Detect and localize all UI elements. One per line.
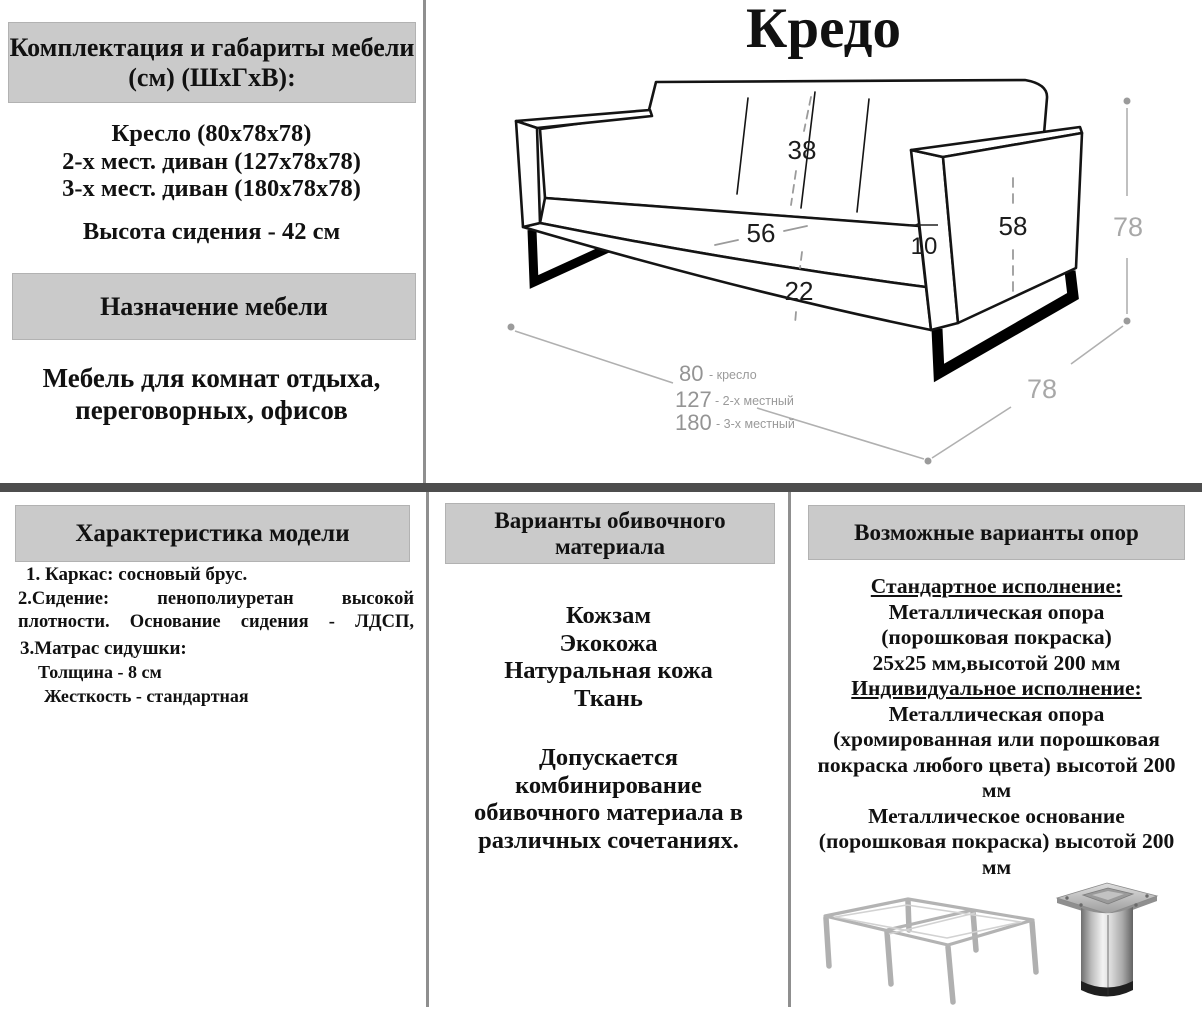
dim-back-height: 38 [787, 135, 817, 165]
complect-list [0, 120, 423, 203]
upholstery-note: Допускается комбинирование обивочного материала в различных сочетаниях. [474, 744, 743, 854]
sofa-technical-drawing [445, 0, 1202, 483]
standard-line: Металлическая опора [888, 599, 1105, 624]
supports-header-label: Возможные варианты опор [854, 519, 1139, 545]
complect-armchair: Кресло (80х78х78) [111, 120, 312, 147]
purpose-header-label: Назначение мебели [100, 291, 328, 321]
complect-header-box [8, 22, 416, 103]
page-title: Кредо [746, 0, 901, 60]
standard-version-title: Стандартное исполнение: [870, 574, 1123, 598]
individual-text-1: Металлическая опора (хромированная или порошковая покраска любого цвета) высотой 200 мм [817, 701, 1176, 802]
supports-header-box [808, 505, 1185, 560]
characteristics-item-2: 2.Сидение: пенополиуретан высокой плотности. Основание сидения - ЛДСП, [18, 589, 414, 632]
height-dimension [1124, 98, 1131, 325]
width-sofa2-value: 127 [675, 387, 712, 412]
upholstery-materials-list [429, 602, 788, 712]
material-item: Ткань [574, 684, 643, 712]
dim-gap: 10 [910, 233, 938, 260]
width-dimension [508, 324, 925, 460]
characteristics-header-label: Характеристика модели [75, 519, 350, 547]
upholstery-header-label: Варианты обивочного материала [494, 507, 726, 559]
complect-header-label: Комплектация и габариты мебели (см) (ШхГхВ): [9, 32, 415, 92]
width-variant-labels [675, 361, 795, 435]
material-item: Экокожа [559, 629, 658, 657]
seat-height-label: Высота сидения - 42 см [82, 218, 341, 245]
vertical-divider-bottom-1 [426, 492, 429, 1007]
characteristics-item-3: 3.Матрас сидушки: [20, 638, 187, 659]
width-sofa3-value: 180 [675, 410, 712, 435]
width-armchair-note: - кресло [709, 368, 757, 382]
standard-line: (порошковая покраска) [881, 625, 1112, 649]
standard-line: 25х25 мм,высотой 200 мм [872, 650, 1121, 675]
complect-sofa3: 3-х мест. диван (180х78х78) [62, 175, 361, 202]
dim-arm-height: 58 [998, 211, 1028, 241]
characteristics-item-1: 1. Каркас: сосновый брус. [26, 564, 248, 585]
supports-body [801, 574, 1192, 880]
dim-total-height: 78 [1112, 212, 1144, 242]
complect-sofa2: 2-х мест. диван (127х78х78) [62, 147, 361, 175]
dim-seat-depth: 56 [746, 218, 776, 248]
width-sofa3-note: - 3-х местный [716, 417, 795, 431]
purpose-text: Мебель для комнат отдыха, переговорных, офисов [42, 363, 381, 425]
individual-text-2: Металлическое основание (порошковая покраска) высотой 200 мм [818, 803, 1175, 879]
width-sofa2-note: - 2-х местный [715, 394, 794, 408]
characteristics-item-3-firmness: Жесткость - стандартная [44, 686, 249, 706]
vertical-divider-top [423, 0, 426, 483]
width-armchair-value: 80 [679, 361, 704, 386]
depth-dimension [925, 326, 1124, 465]
characteristics-item-3-thickness: Толщина - 8 см [38, 662, 162, 682]
sofa-left-arm-side [516, 121, 540, 227]
upholstery-header-box [445, 503, 775, 564]
material-item: Натуральная кожа [504, 657, 713, 684]
individual-version-title: Индивидуальное исполнение: [851, 676, 1142, 700]
dim-rail-height: 22 [784, 276, 814, 306]
horizontal-divider [0, 483, 1202, 492]
cylindrical-leg-image [1051, 878, 1163, 1008]
material-item: Кожзам [565, 602, 652, 629]
dim-total-depth: 78 [1026, 374, 1058, 404]
characteristics-header-box [15, 505, 410, 562]
purpose-header-box [12, 273, 416, 340]
vertical-divider-bottom-2 [788, 492, 791, 1007]
metal-frame-base-image [805, 890, 1045, 1008]
